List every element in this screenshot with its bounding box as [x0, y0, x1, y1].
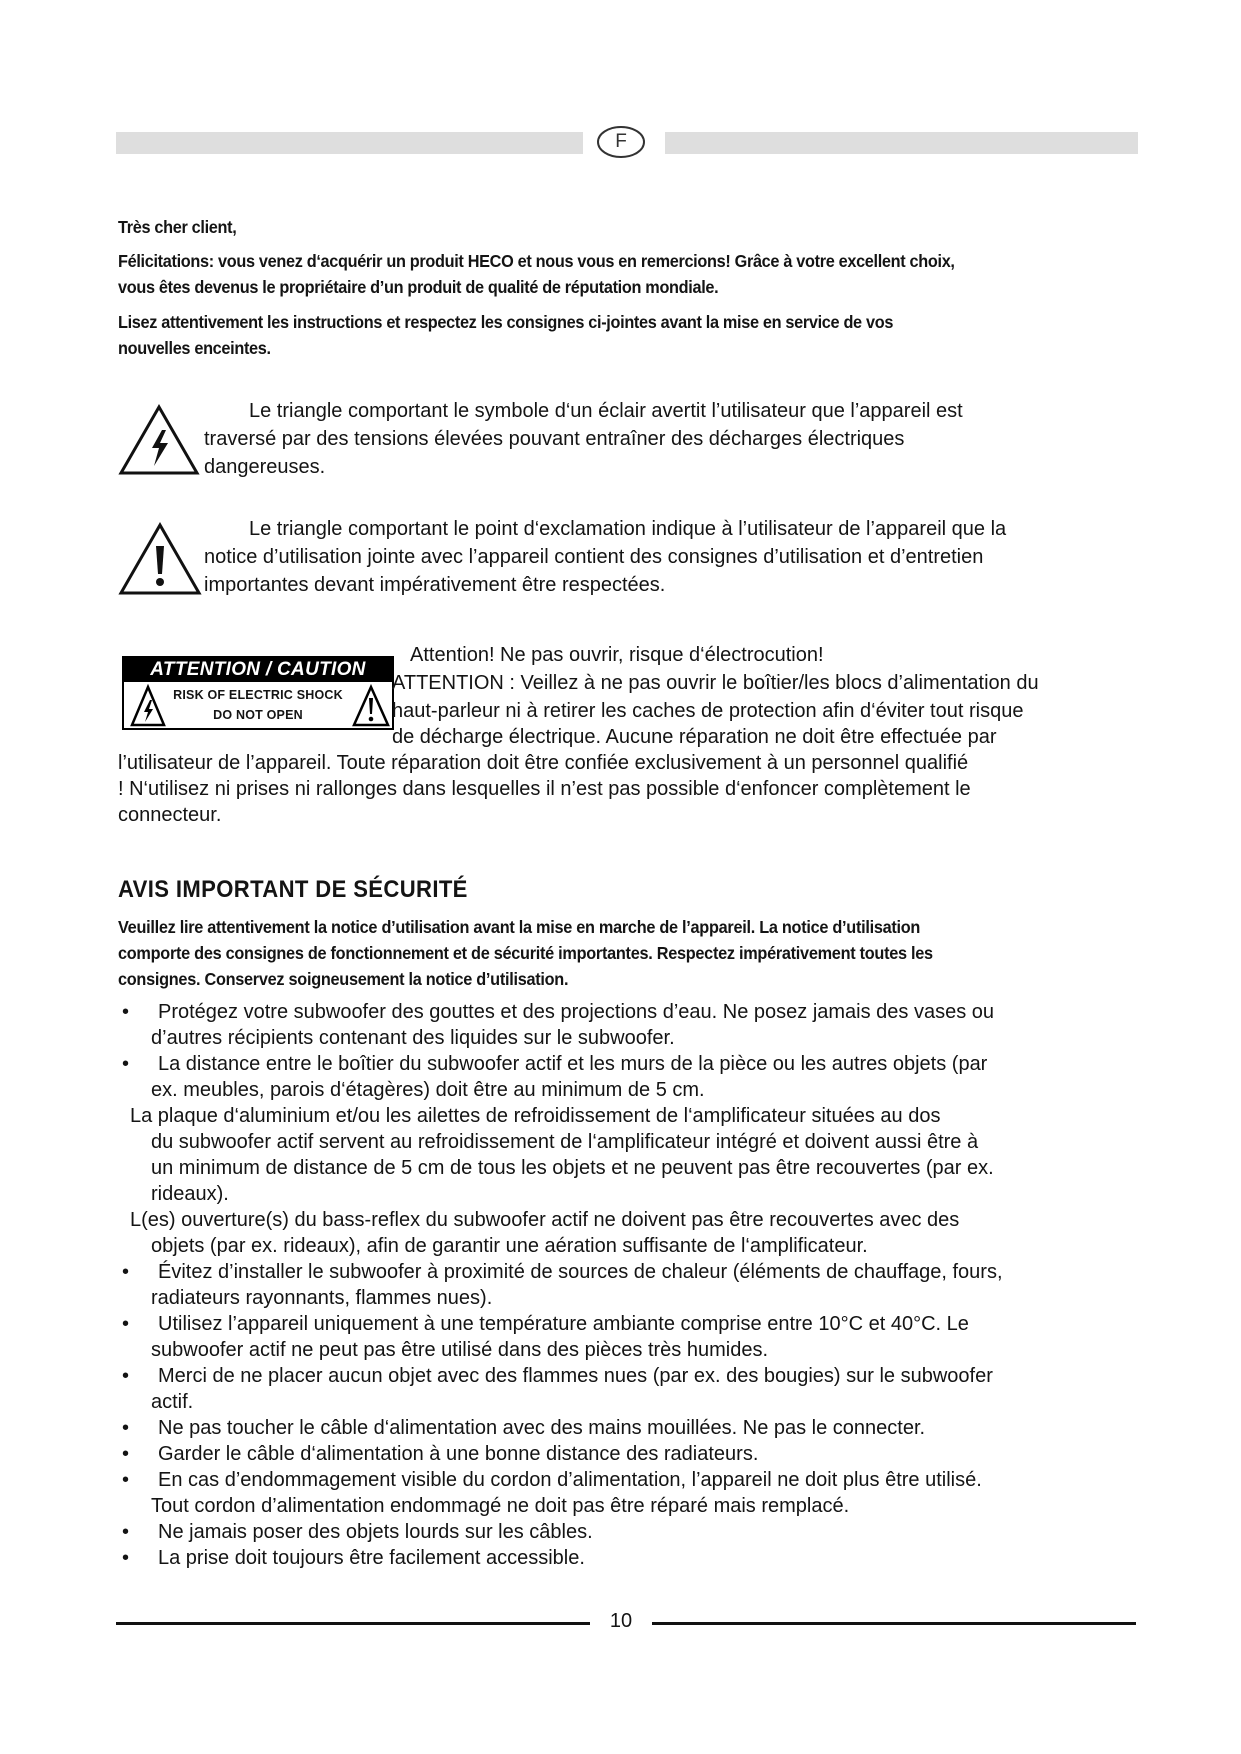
attention-line: ! N‘utilisez ni prises ni rallonges dans lesquelles il n’est pas possible d‘enfoncer complètement le — [118, 778, 971, 800]
language-badge-letter: F — [615, 131, 627, 152]
safety-list-item-cont — [118, 1285, 1148, 1311]
safety-item-text: d’autres récipients contenant des liquides sur le subwoofer. — [151, 1027, 675, 1049]
safety-intro-line: consignes. Conservez soigneusement la notice d’utilisation. — [118, 969, 569, 989]
safety-item-text: un minimum de distance de 5 cm de tous les objets et ne peuvent pas être recouvertes (par ex. — [151, 1157, 994, 1179]
intro-paragraph-2 — [118, 309, 1068, 361]
intro-paragraph-1 — [118, 248, 1068, 300]
safety-paragraph — [118, 1103, 1148, 1129]
bullet-icon: • — [122, 1547, 130, 1569]
safety-list-item — [118, 1441, 1148, 1467]
intro-paragraph-2-line: nouvelles enceintes. — [118, 338, 271, 358]
safety-paragraph-cont — [118, 1129, 1148, 1155]
exclamation-warning-icon — [118, 522, 202, 601]
safety-list-item — [118, 1051, 1148, 1077]
safety-list-item — [118, 1467, 1148, 1493]
lightning-warning-line: traversé par des tensions élevées pouvant entraîner des décharges électriques — [204, 428, 905, 450]
safety-paragraph — [118, 1207, 1148, 1233]
safety-item-text: Garder le câble d‘alimentation à une bonne distance des radiateurs. — [158, 1443, 759, 1465]
bullet-icon: • — [122, 1053, 130, 1075]
exclamation-warning-text — [204, 515, 1006, 599]
footer-rule-right — [652, 1622, 1136, 1625]
safety-list-item — [118, 1259, 1148, 1285]
safety-item-text: La distance entre le boîtier du subwoofer actif et les murs de la pièce ou les autres objets (par — [158, 1053, 988, 1075]
lightning-warning-icon — [118, 404, 200, 481]
caution-label — [122, 656, 394, 730]
safety-item-text: radiateurs rayonnants, flammes nues). — [151, 1287, 493, 1309]
intro-paragraph-1-line: vous êtes devenus le propriétaire d’un produit de qualité de réputation mondiale. — [118, 277, 719, 297]
safety-item-text: objets (par ex. rideaux), afin de garantir une aération suffisante de l‘amplificateur. — [151, 1235, 868, 1257]
safety-item-text: du subwoofer actif servent au refroidissement de l‘amplificateur intégré et doivent aussi être à — [151, 1131, 979, 1153]
safety-intro — [118, 914, 1076, 992]
safety-item-text: En cas d’endommagement visible du cordon d’alimentation, l’appareil ne doit plus être utilisé. — [158, 1469, 982, 1491]
safety-list-item-cont — [118, 1077, 1148, 1103]
safety-item-text: La plaque d‘aluminium et/ou les ailettes de refroidissement de l‘amplificateur situées au dos — [130, 1105, 941, 1127]
bullet-icon: • — [122, 1443, 130, 1465]
safety-intro-line: comporte des consignes de fonctionnement et de sécurité importantes. Respectez impérativement toutes les — [118, 943, 933, 963]
safety-item-text: La prise doit toujours être facilement accessible. — [158, 1547, 585, 1569]
safety-item-text: L(es) ouverture(s) du bass-reflex du subwoofer actif ne doivent pas être recouvertes avec des — [130, 1209, 960, 1231]
safety-paragraph-cont — [118, 1233, 1148, 1259]
safety-list-item-cont — [118, 1025, 1148, 1051]
safety-item-text: Évitez d’installer le subwoofer à proximité de sources de chaleur (éléments de chauffage, fours, — [158, 1261, 1003, 1283]
safety-list-item-cont — [118, 1337, 1148, 1363]
attention-line: connecteur. — [118, 804, 222, 826]
lightning-warning-text — [204, 397, 963, 481]
intro-greeting-text: Très cher client, — [118, 217, 237, 237]
safety-list-item — [118, 1363, 1148, 1389]
attention-line: de décharge électrique. Aucune réparation ne doit être effectuée par — [392, 726, 997, 748]
exclamation-warning-line: notice d’utilisation jointe avec l’appareil contient des consignes d’utilisation et d’entretien — [204, 546, 984, 568]
safety-list-item-cont — [118, 1389, 1148, 1415]
lightning-warning-line: dangereuses. — [204, 456, 326, 478]
safety-item-text: Ne pas toucher le câble d‘alimentation avec des mains mouillées. Ne pas le connecter. — [158, 1417, 926, 1439]
safety-title: AVIS IMPORTANT DE SÉCURITÉ — [118, 876, 468, 903]
bullet-icon: • — [122, 1469, 130, 1491]
safety-item-text: Tout cordon d’alimentation endommagé ne doit pas être réparé mais remplacé. — [151, 1495, 850, 1517]
safety-paragraph-cont — [118, 1155, 1148, 1181]
safety-item-text: Utilisez l’appareil uniquement à une température ambiante comprise entre 10°C et 40°C. Le — [158, 1313, 969, 1335]
safety-item-text: Ne jamais poser des objets lourds sur les câbles. — [158, 1521, 593, 1543]
page-number: 10 — [609, 1610, 633, 1632]
caution-label-line-1: RISK OF ELECTRIC SHOCK — [173, 688, 343, 702]
safety-intro-line: Veuillez lire attentivement la notice d’utilisation avant la mise en marche de l’appareil. La notice d’utilisation — [118, 917, 921, 937]
safety-list-item — [118, 1545, 1148, 1571]
caution-label-line-2: DO NOT OPEN — [213, 708, 303, 722]
bullet-icon: • — [122, 1313, 130, 1335]
attention-line: ATTENTION : Veillez à ne pas ouvrir le boîtier/les blocs d’alimentation du — [392, 672, 1039, 694]
safety-list — [118, 999, 1148, 1571]
bullet-icon: • — [122, 1521, 130, 1543]
safety-list-item — [118, 1311, 1148, 1337]
bullet-icon: • — [122, 1261, 130, 1283]
safety-item-text: Merci de ne placer aucun objet avec des flammes nues (par ex. des bougies) sur le subwoofer — [158, 1365, 993, 1387]
safety-item-text: subwoofer actif ne peut pas être utilisé dans des pièces très humides. — [151, 1339, 769, 1361]
safety-item-text: ex. meubles, parois d‘étagères) doit être au minimum de 5 cm. — [151, 1079, 705, 1101]
intro-greeting — [118, 214, 1068, 240]
bullet-icon: • — [122, 1417, 130, 1439]
intro-paragraph-2-line: Lisez attentivement les instructions et respectez les consignes ci-jointes avant la mise en service de vos — [118, 312, 894, 332]
footer-rule-left — [116, 1622, 590, 1625]
language-badge — [595, 124, 647, 160]
bullet-icon: • — [122, 1001, 130, 1023]
safety-item-text: actif. — [151, 1391, 194, 1413]
safety-list-item — [118, 999, 1148, 1025]
header-bar-left — [116, 132, 583, 154]
safety-item-text: Protégez votre subwoofer des gouttes et des projections d’eau. Ne posez jamais des vases ou — [158, 1001, 995, 1023]
attention-line: Attention! Ne pas ouvrir, risque d‘électrocution! — [410, 644, 824, 666]
safety-paragraph-cont — [118, 1181, 1148, 1207]
safety-list-item-cont — [118, 1493, 1148, 1519]
caution-lightning-icon — [130, 684, 166, 733]
safety-item-text: rideaux). — [151, 1183, 229, 1205]
attention-line: haut-parleur ni à retirer les caches de protection afin d‘éviter tout risque — [392, 700, 1024, 722]
lightning-warning-line: Le triangle comportant le symbole d‘un éclair avertit l’utilisateur que l’appareil est — [249, 400, 963, 422]
intro-paragraph-1-line: Félicitations: vous venez d‘acquérir un produit HECO et nous vous en remercions! Grâce à votre excellent choix, — [118, 251, 955, 271]
attention-line: l’utilisateur de l’appareil. Toute réparation doit être confiée exclusivement à un personnel qualifié — [118, 752, 969, 774]
caution-label-title: ATTENTION / CAUTION — [124, 658, 392, 682]
exclamation-warning-line: importantes devant impérativement être respectées. — [204, 574, 666, 596]
safety-list-item — [118, 1415, 1148, 1441]
exclamation-warning-line: Le triangle comportant le point d‘exclamation indique à l’utilisateur de l’appareil que la — [249, 518, 1007, 540]
bullet-icon: • — [122, 1365, 130, 1387]
safety-list-item — [118, 1519, 1148, 1545]
caution-exclamation-icon — [352, 684, 390, 733]
header-bar-right — [665, 132, 1138, 154]
